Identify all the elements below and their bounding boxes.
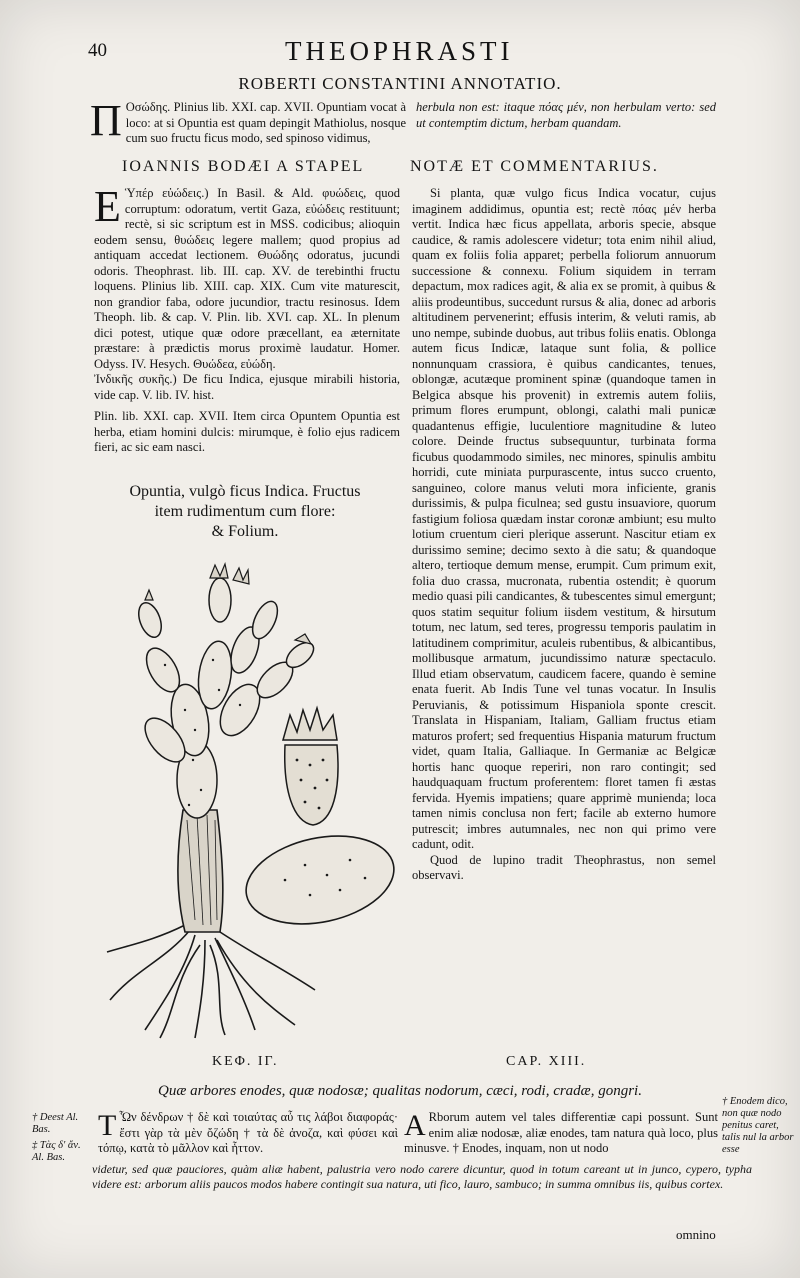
latin-chapter-text — [404, 1110, 718, 1157]
bodaei-text-3: Plin. lib. XXI. cap. XVII. Item circa Opuntem Opuntia est herba, etiam homini dulcis: mirumque, è folio ejus radicem fieri, ac sic eam nasci. — [94, 409, 400, 454]
bodaei-text-2: Ἰνδικῆς συκῆς.) De ficu Indica, ejusque mirabili historia, vide cap. V. lib. IV. hist. — [94, 372, 400, 402]
chapter-title: Quæ arbores enodes, quæ nodosæ; qualitas nodorum, cæci, rodi, cradæ, gongri. — [158, 1083, 642, 1099]
greek-chapter-text — [98, 1110, 398, 1157]
bodaei-column — [94, 182, 400, 456]
chapter-label-latin: CAP. XIII. — [506, 1054, 587, 1069]
annotatio-right-text: herbula non est: itaque πόας μέν, non herbulam verto: sed ut contemptim dictum, herbam quandam. — [416, 100, 716, 130]
annotatio-left-text: Οσώδης. Plinius lib. XXI. cap. XVII. Opuntiam vocat à loco: at si Opuntia est quam depingit Mathiolus, nosque cum suo fructu ficus modo, sed spinoso vidimus, — [125, 100, 406, 145]
page-number: 40 — [88, 40, 107, 61]
latin-text: Rborum autem vel tales differentiæ capi possunt. Sunt enim aliæ nodosæ, aliæ enodes, tam natura quà loco, plus minusve. † Enodes, inquam, non ut nodo — [404, 1110, 718, 1155]
greek-text: Ὧν δένδρων † δὲ καὶ τοιαύτας αὖ τις λάβοι διαφοράς· ἔστι γὰρ τὰ μὲν ὄζώδη † τὰ δὲ ἀνοζα, καὶ φύσει καὶ τόπῳ, κατὰ τὸ μᾶλλον καὶ ἧττον. — [98, 1110, 398, 1155]
caption-line-2: item rudimentum cum flore: — [154, 503, 336, 520]
opuntia-woodcut-illustration — [105, 560, 405, 1040]
chapter-label-greek: ΚΕΦ. ΙΓ. — [212, 1054, 279, 1069]
dropcap-tau: Τ — [98, 1109, 117, 1142]
margin-note-left-2: ‡ Τὰς δ' ἄν. Al. Bas. — [32, 1140, 81, 1163]
margin-note-right: † Enodem dico, non quæ nodo penitus caret, talis nul la arbor esse — [722, 1096, 794, 1155]
annotatio-right — [416, 100, 716, 131]
caption-line-1: Opuntia, vulgò ficus Indica. Fructus — [129, 483, 361, 500]
figure-caption — [95, 482, 395, 542]
margin-note-left-1: † Deest Al. Bas. — [32, 1112, 79, 1135]
notae-column — [412, 186, 716, 884]
notae-text-2: Quod de lupino tradit Theophrastus, non semel observavi. — [412, 852, 716, 882]
notae-text: Si planta, quæ vulgo ficus Indica vocatur, cujus imaginem addidimus, opuntia est; rectè πόας μέν herba vertit. Indica hæc ficus appellata, arboris specie, absque caudice, & ramis adolescere videtur; tota enim nihil aliud, quam ex foliis folia apparet; perbella foliorum annuorum successione & connexu. Folium siquidem in terram depactum, mox radices agit, & alia ex se promit, à quibus & aliis prodeuntibus, succedunt rursus & alia, donec ad arboris altitudinem pervenerint; effusis interim, & veluti ramis, ab uno nempe, subinde duobus, aut tribus foliis enatis. Oblonga autem ficus Indicæ, lataque sunt folia, & pollice nonnunquam crassiora, è quibus candicantes, tenues, oblongæ, acutæque prominent spinæ (quandoque tamen in Belgica absque his provenit) in extremis autem foliis, primum flores erumpunt, oblongi, calathi mali punicæ quadantenus effigie, luculentiore magnitudine & luteo colore. Deinde fructus subsequuntur, turbinata forma ficubus quodammodo similes, nec minores, spinulis ambitu horridi, cute miniata purpurascente, intus succo cruento, sanguineo, colore manus veluti mora inficiente, granis durissimis, & pulpa ficulnea; sed gustu insuaviore, quorum fastigium foliosa quædam instar coronæ ambiunt; esu multo lotium cruentum cieri plerique asserunt. Nascitur etiam ex durissimo semine; decimo sexto à die satu; & quandoque altero, tertioque demum mense, erumpit. Cum primum exit, folia duo crassa, mucronata, rubentia ostendit; è quorum medio quasi pili candicantes, & tubescentes simul emergunt; quos statim sequitur folium iisdem vestitum, & hirsutum totum, nec latum, sed teres, progressu temporis paulatim in latitudinem comprimitur, aculeis rubentibus, & albicantibus, mollibusque armatum, jucundissimo naturæ spectaculo. Illud etiam observatum, caudicem facere, quando è semine enata fuerit. Ab Indis Tune vel tunas vocatur. In Insulis Peruvianis, & potissimum Hispaniola sponte crescit. Translata in Hispaniam, Italiam, Galliam fructus etiam maturos profert; sed frequentius Hispania maturum fructum videt, quam Italia, Galliaque. In Germaniæ ac Belgicæ hortis hanc quoque reperiri, non raro contingit; sed haudquaquam fructum proferentem: floret tamen fi æstas fervida. Hyemis impatiens; quare apprimè munienda; loca tamen nimis conclusa non fert; facile ab externo humore putrescit; imbres autumnales, nec non qui primo vere cadunt, odit. — [412, 186, 716, 851]
detached-pad-icon — [238, 823, 402, 936]
caption-line-3: & Folium. — [211, 523, 279, 540]
footnote-text-body: videtur, sed quæ pauciores, quàm aliæ habent, palustria vero nodo carere dicuntur, quod in totum careant ut in junco, cypero, typha videre est: arborum aliis paucos modos habere contingit sua natura, uti fico, lauro, sambuco; in summa omnibus iis, quibus cortex. — [92, 1162, 752, 1191]
running-head: THEOPHRASTI — [285, 36, 514, 66]
dropcap-e: E — [94, 182, 121, 231]
bodaei-text-1: Ὑπέρ εὐώδεις.) In Basil. & Ald. φυώδεις, quod corruptum: odoratum, vertit Gaza, εὐώδεις restituunt; rectè, si sic scriptum est in MSS. codicibus; alioquin eodem sensu, θυώδεις legere mallem; quod propius ad antiquam accedat lectionem. Θυώδης odoratus, jucundi odoris. Theophrast. lib. III. cap. XV. de terebinthi fructu loquens. Plinius lib. XIII. cap. XIX. Cum vite maturescit, non grandior faba, odore jucundior, tractu resinosus. Idem Theoph. lib. & cap. V. Plin. lib. XVI. cap. XL. In plenum dici potest, utique quæ odore præcellant, ea æternitate præstare: à prædictis morus proximè laudatur. Homer. Odyss. IV. Hesych. Θυώδεα, εὐώδη. — [94, 186, 400, 371]
annotatio-heading: ROBERTI CONSTANTINI ANNOTATIO. — [238, 74, 562, 93]
notae-heading: NOTÆ ET COMMENTARIUS. — [410, 158, 659, 175]
dropcap-pi: Π — [90, 96, 122, 145]
footnote-text — [92, 1162, 752, 1192]
annotatio-left — [90, 96, 406, 147]
bodaei-heading: IOANNIS BODÆI A STAPEL — [122, 158, 365, 175]
dropcap-a: A — [404, 1109, 426, 1142]
catchword: omnino — [676, 1227, 716, 1242]
